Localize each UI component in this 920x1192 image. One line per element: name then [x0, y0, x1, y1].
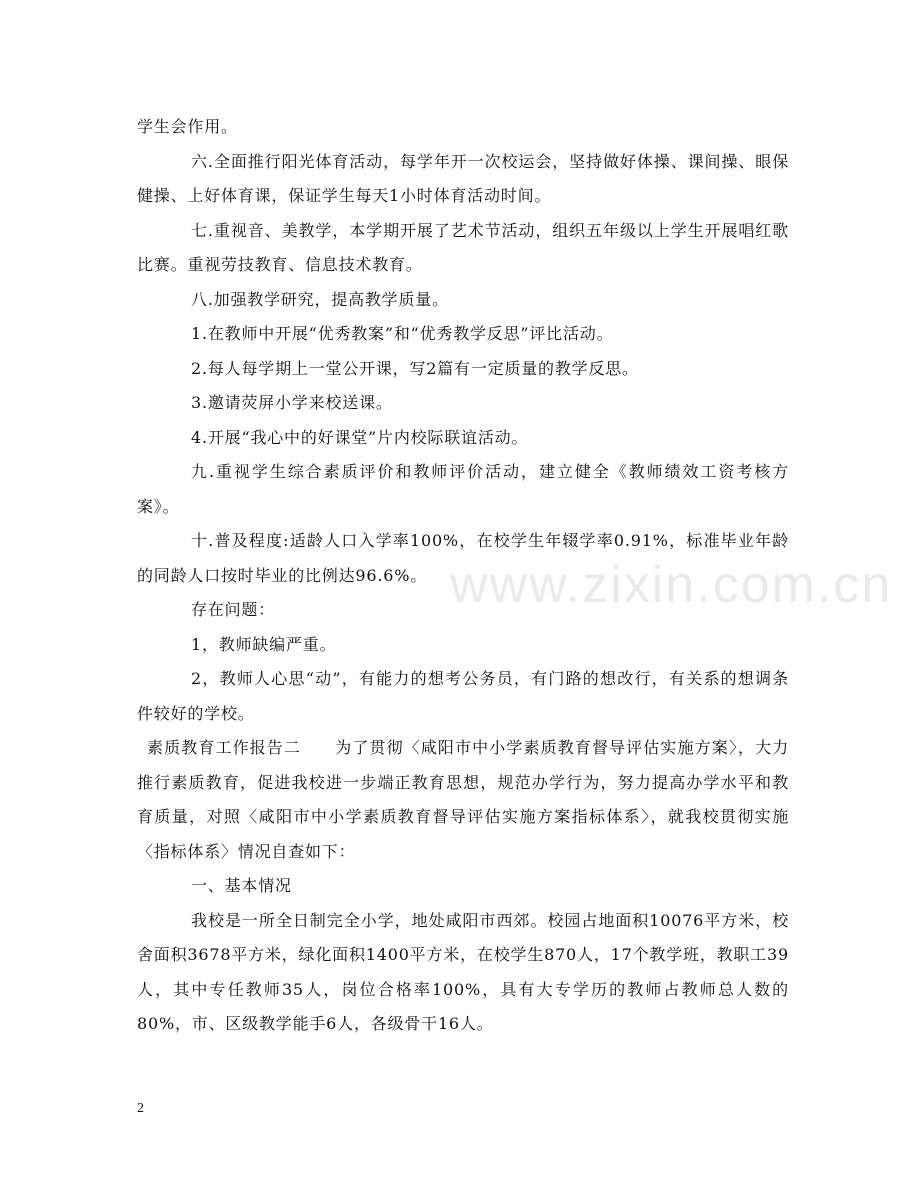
paragraph: 学生会作用。 [137, 117, 238, 136]
watermark: www.zixin.com.cn [450, 556, 893, 614]
paragraph: 七.重视音、美教学，本学期开展了艺术节活动，组织五年级以上学生开展唱红歌比赛。重视劳技教育、信息技术教育。 [137, 220, 789, 274]
paragraph: 2.每人每学期上一堂公开课，写2篇有一定质量的教学反思。 [191, 358, 639, 378]
paragraph: 九.重视学生综合素质评价和教师评价活动，建立健全《教师绩效工资考核方案》。 [137, 462, 789, 516]
paragraph: 1，教师缺编严重。 [191, 634, 337, 654]
page-number: 2 [137, 1101, 144, 1116]
paragraph: 3.邀请荧屏小学来校送课。 [191, 393, 393, 412]
paragraph: 1.在教师中开展“优秀教案”和“优秀教学反思”评比活动。 [191, 324, 614, 343]
document-body [137, 110, 789, 1042]
paragraph: 十.普及程度:适龄人口入学率100%，在校学生年辍学率0.91%，标准毕业年龄的同龄人口按时毕业的比例达96.6%。 [137, 531, 789, 585]
paragraph: 2，教师人心思“动”，有能力的想考公务员，有门路的想改行，有关系的想调条件较好的学校。 [137, 669, 789, 723]
paragraph: 六.全面推行阳光体育活动，每学年开一次校运会，坚持做好体操、课间操、眼保健操、上好体育课，保证学生每天1小时体育活动时间。 [137, 151, 789, 205]
section-heading: 一、基本情况 [191, 876, 292, 895]
paragraph: 4.开展“我心中的好课堂”片内校际联谊活动。 [191, 427, 529, 447]
paragraph: 八.加强教学研究，提高教学质量。 [191, 289, 449, 309]
paragraph: 素质教育工作报告二 为了贯彻〈咸阳市中小学素质教育督导评估实施方案〉，大力推行素质教育，促进我校进一步端正教育思想，规范办学行为，努力提高办学水平和教育质量，对照〈咸阳市中小学素质教育督导评估实施方案指标体系〉，就我校贯彻实施〈指标体系〉情况自查如下： [137, 738, 789, 861]
paragraph: 存在问题： [191, 600, 276, 619]
paragraph: 我校是一所全日制完全小学，地处咸阳市西郊。校园占地面积10076平方米，校舍面积3678平方米，绿化面积1400平方米，在校学生870人，17个教学班，教职工39人，其中专任教师35人，岗位合格率100%，具有大专学历的教师占教师总人数的80%，市、区级教学能手6人，各级骨干16人。 [137, 910, 789, 1033]
